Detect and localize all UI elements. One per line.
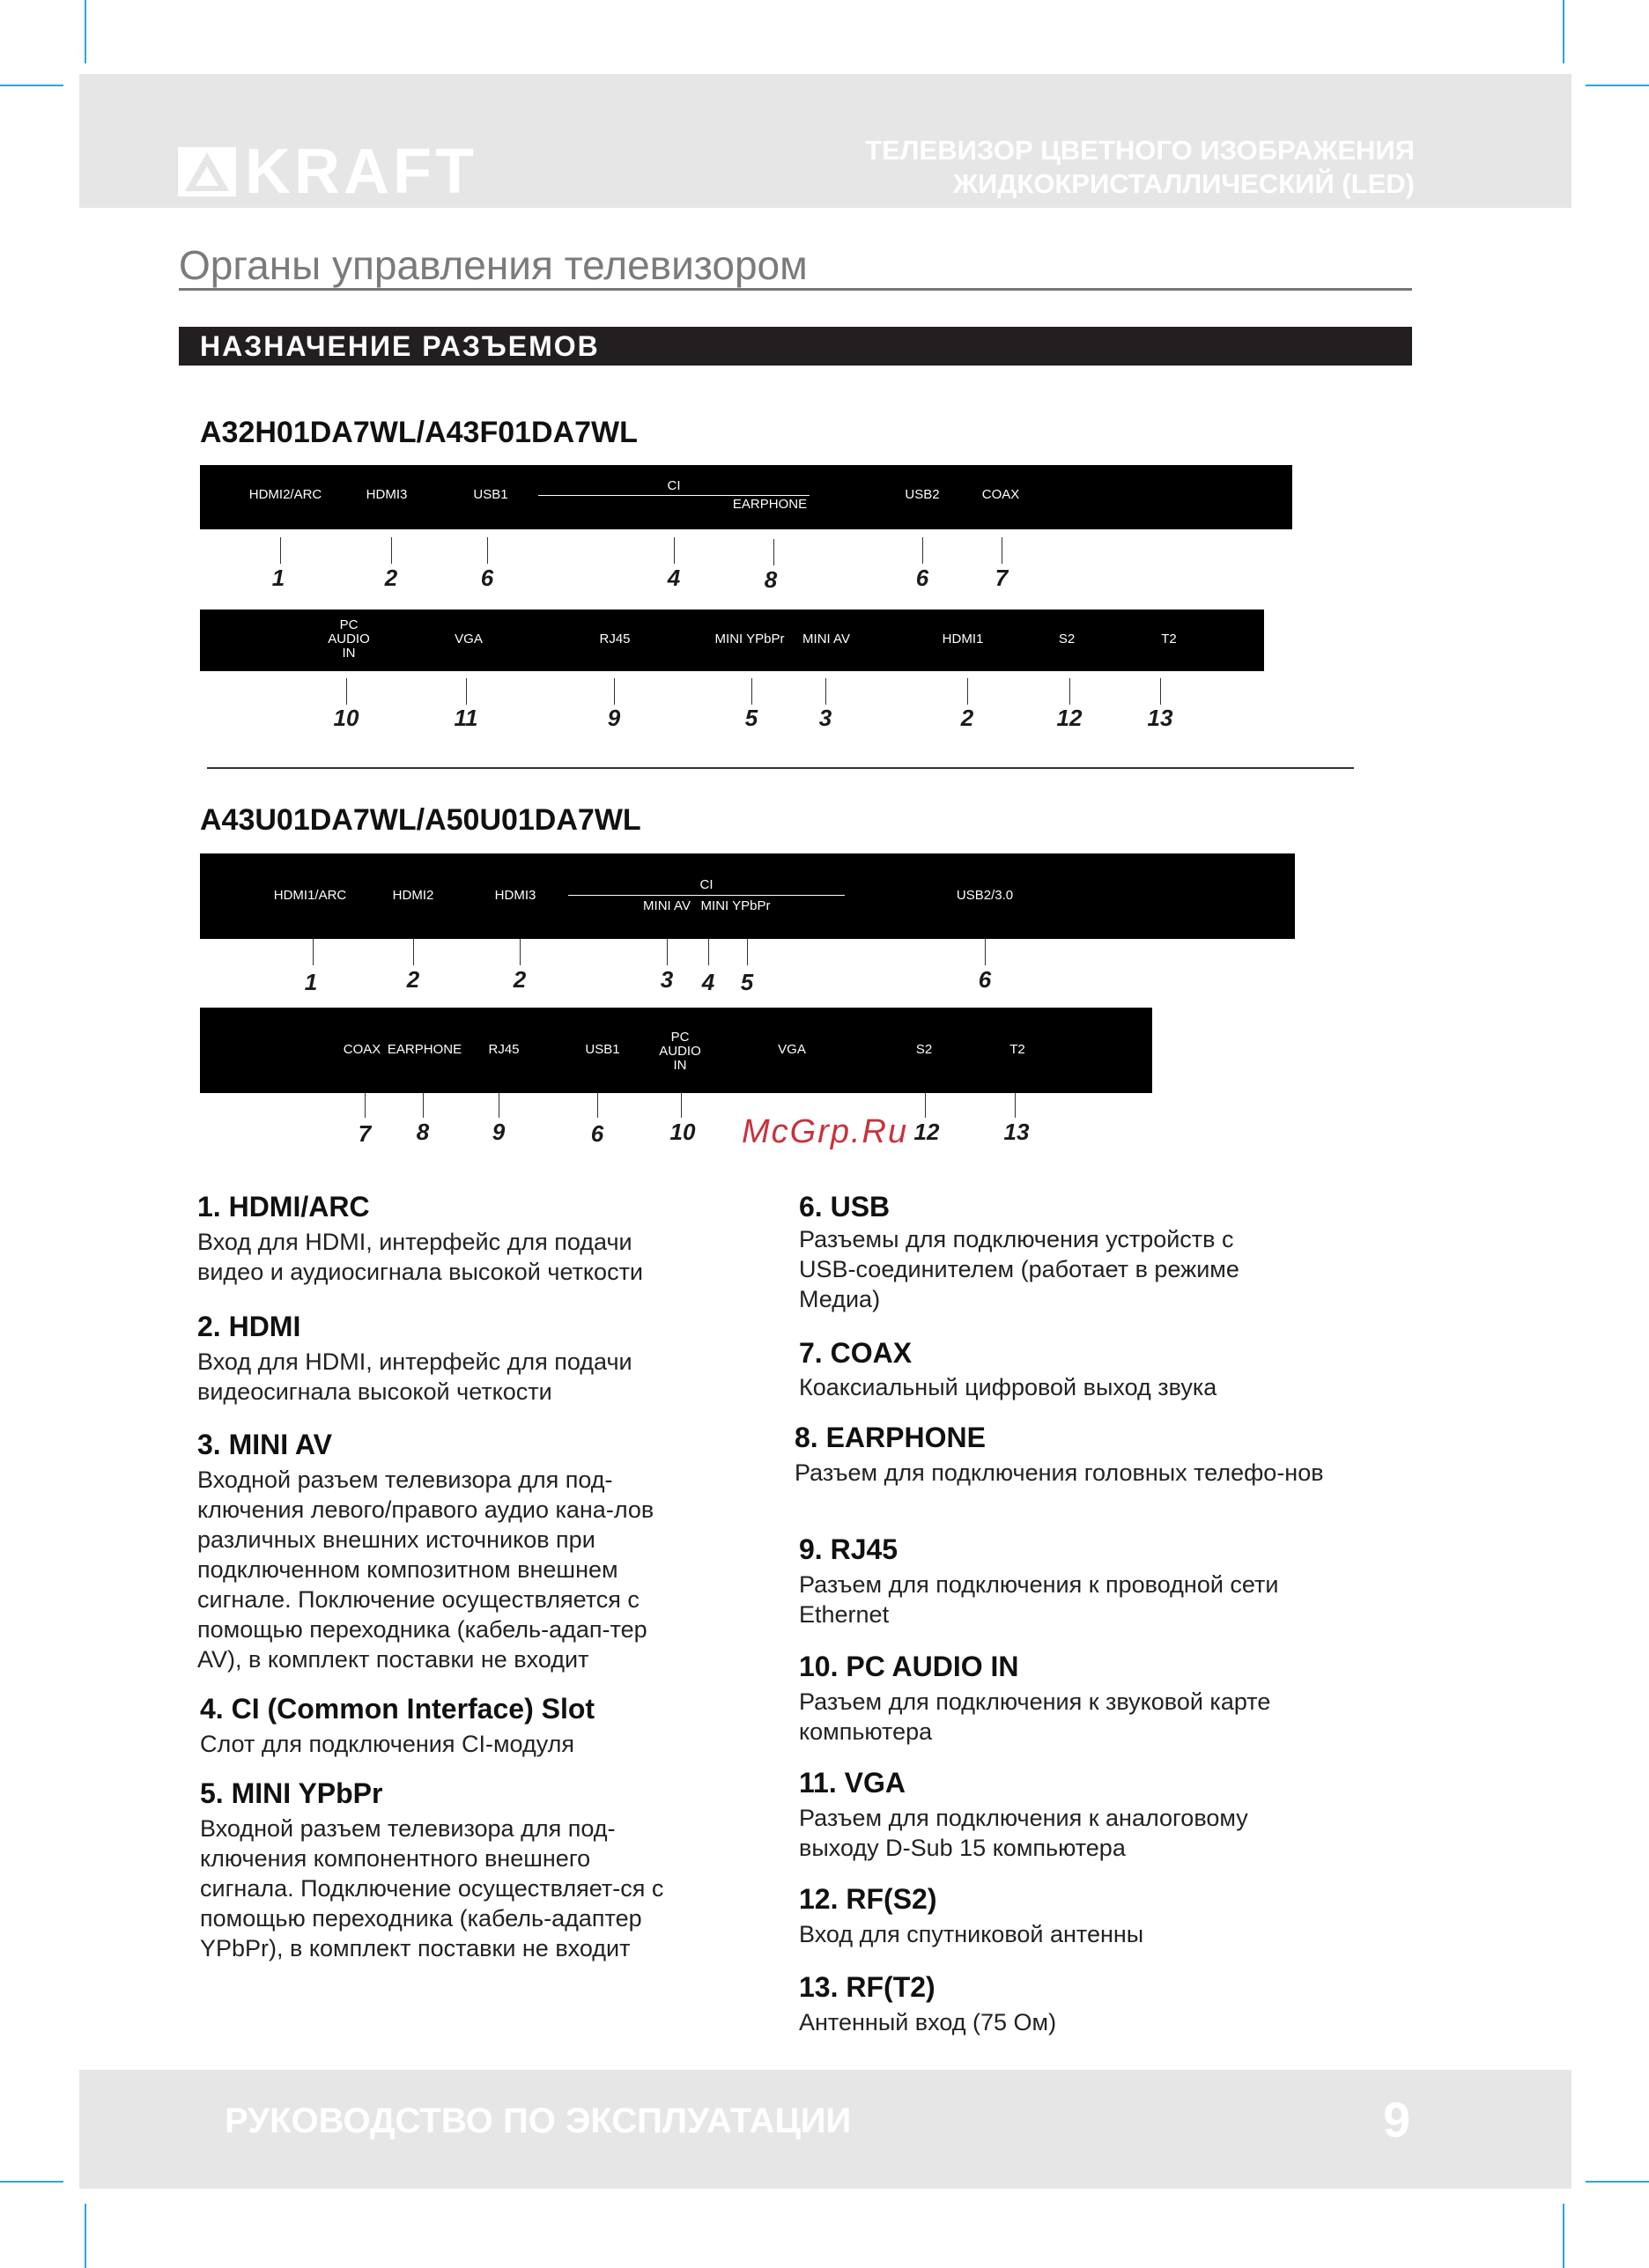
leader-line: [1160, 678, 1161, 705]
port-label: MINI YPbPr: [714, 632, 785, 646]
port-number: 2: [406, 966, 420, 993]
port-number: 4: [667, 565, 681, 591]
port-number: 4: [701, 969, 715, 995]
header-subtitle: [865, 134, 1415, 201]
header-band: [79, 74, 1571, 208]
leader-line: [423, 1093, 424, 1118]
page-title: Органы управления телевизором: [179, 242, 808, 288]
port-number: 5: [740, 969, 754, 995]
leader-line: [667, 939, 668, 965]
port-label: T2: [1009, 1042, 1025, 1057]
port-label: HDMI1/ARC: [273, 888, 347, 903]
port-label: COAX: [981, 487, 1020, 502]
section-bar: [179, 327, 1412, 366]
model2-name: A43U01DA7WL/A50U01DA7WL: [200, 803, 641, 837]
item-title: 1. HDMI/ARC: [197, 1191, 370, 1223]
port-label: USB2/3.0: [956, 888, 1014, 903]
item-desc: Разъем для подключения к аналоговому выходу D-Sub 15 компьютера: [799, 1805, 1248, 1861]
port-label: PC AUDIO IN: [659, 1030, 701, 1073]
item-desc: Входной разъем телевизора для под-ключения компонентного внешнего сигнала. Подключение осуществляет-ся с помощью переходника (кабель-адаптер YPbPr), в комплект поставки не входит: [200, 1815, 664, 1961]
leader-line: [466, 678, 467, 705]
kraft-logo-icon: [178, 147, 236, 196]
port-label: MINI AV: [802, 632, 850, 646]
header-subtitle-line2: ЖИДКОКРИСТАЛЛИЧЕСКИЙ (LED): [952, 168, 1415, 199]
port-number: 6: [590, 1120, 604, 1147]
port-number: 12: [1056, 705, 1083, 731]
model1-top-panel: [200, 465, 1292, 529]
port-label: RJ45: [488, 1042, 520, 1057]
port-number: 12: [913, 1119, 940, 1145]
port-label: HDMI2: [392, 888, 434, 903]
port-number: 7: [358, 1120, 372, 1147]
port-number: 3: [818, 705, 832, 731]
item-title: 3. MINI AV: [197, 1429, 332, 1460]
item-desc: Вход для HDMI, интерфейс для подачи видео и аудиосигнала высокой четкости: [197, 1229, 644, 1285]
port-number: 10: [669, 1119, 696, 1145]
port-number: 7: [995, 565, 1009, 591]
port-label: VGA: [778, 1042, 806, 1057]
leader-line: [674, 537, 675, 564]
port-number: 5: [744, 705, 758, 731]
port-label: CI: [699, 877, 714, 892]
port-number: 1: [271, 565, 285, 591]
port-label: EARPHONE: [387, 1042, 462, 1057]
leader-line: [365, 1093, 366, 1118]
leader-line: [708, 939, 709, 965]
port-number: 9: [492, 1119, 506, 1145]
leader-line: [747, 939, 748, 965]
crop-mark: [0, 85, 63, 86]
port-label: MINI YPbPr: [700, 898, 771, 913]
item-title: 2. HDMI: [197, 1311, 301, 1342]
item-desc: Разъем для подключения к проводной сети Ethernet: [799, 1571, 1279, 1628]
port-label: HDMI2/ARC: [248, 487, 322, 502]
leader-line: [751, 678, 752, 705]
crop-mark: [85, 0, 86, 63]
port-number: 9: [607, 705, 621, 731]
model1-name: A32H01DA7WL/A43F01DA7WL: [200, 416, 638, 449]
item-desc: Вход для HDMI, интерфейс для подачи видеосигнала высокой четкости: [197, 1348, 632, 1405]
model2-bottom-panel: [200, 1008, 1152, 1093]
item-title: 11. VGA: [799, 1767, 906, 1799]
port-label: S2: [1058, 632, 1076, 646]
port-number: 6: [978, 966, 992, 993]
model1-bottom-panel: [200, 609, 1264, 671]
item-title: 6. USB: [799, 1191, 891, 1223]
footer-title: РУКОВОДСТВО ПО ЭКСПЛУАТАЦИИ: [225, 2102, 852, 2140]
leader-line: [985, 939, 986, 965]
port-label: HDMI1: [942, 632, 984, 646]
port-number: 10: [333, 705, 359, 731]
watermark: McGrp.Ru: [742, 1113, 909, 1150]
brand-name: KRAFT: [245, 137, 477, 207]
item-desc: Вход для спутниковой антенны: [799, 1921, 1144, 1947]
item-title: 5. MINI YPbPr: [200, 1777, 383, 1809]
crop-mark: [1563, 2204, 1564, 2268]
port-label: PC AUDIO IN: [328, 617, 370, 661]
item-desc: Входной разъем телевизора для под-ключения левого/правого аудио кана-лов различных внешних источников при подключенном композитном внешнем сигнале. Поключение осуществляется с помощью переходника (кабель-адап-тер AV), в комплект поставки не входит: [197, 1466, 654, 1673]
crop-mark: [0, 2181, 63, 2183]
crop-mark: [1586, 85, 1649, 86]
leader-line: [1069, 678, 1070, 705]
port-number: 11: [454, 705, 478, 731]
port-label: VGA: [455, 632, 483, 646]
title-rule: [179, 288, 1412, 291]
port-number: 1: [304, 969, 318, 995]
leader-line: [773, 539, 774, 565]
item-title: 13. RF(T2): [799, 1971, 935, 2003]
port-label: T2: [1161, 632, 1177, 646]
port-number: 13: [1147, 705, 1173, 731]
port-number: 3: [660, 966, 674, 993]
port-label: CI: [667, 478, 681, 493]
brand-logo: [178, 136, 477, 208]
leader-line: [614, 678, 615, 705]
crop-mark: [85, 2204, 86, 2268]
port-label: RJ45: [599, 632, 631, 646]
port-number: 8: [416, 1119, 430, 1145]
leader-line: [313, 939, 314, 965]
leader-line: [825, 678, 826, 705]
leader-line: [597, 1093, 598, 1118]
port-label: COAX: [343, 1042, 381, 1057]
leader-line: [413, 939, 414, 965]
leader-line: [391, 537, 392, 564]
port-number: 2: [960, 705, 974, 731]
item-title: 9. RJ45: [799, 1533, 898, 1565]
model-divider: [207, 767, 1354, 769]
port-label: HDMI3: [494, 888, 536, 903]
port-number: 6: [915, 565, 929, 591]
item-title: 7. COAX: [799, 1337, 913, 1369]
crop-mark: [1586, 2181, 1649, 2183]
leader-line: [967, 678, 968, 705]
port-number: 13: [1003, 1119, 1030, 1145]
header-subtitle-line1: ТЕЛЕВИЗОР ЦВЕТНОГО ИЗОБРАЖЕНИЯ: [865, 135, 1415, 166]
item-title: 10. PC AUDIO IN: [799, 1651, 1019, 1682]
leader-line: [520, 939, 521, 965]
item-desc: Разъем для подключения головных телефо-нов: [795, 1459, 1324, 1486]
port-label: USB1: [473, 487, 508, 502]
leader-line: [922, 537, 923, 564]
page-number: 9: [1383, 2092, 1411, 2147]
item-title: 4. CI (Common Interface) Slot: [200, 1693, 595, 1725]
port-label: USB1: [585, 1042, 620, 1057]
leader-line: [487, 537, 488, 564]
item-desc: Слот для подключения CI-модуля: [200, 1731, 575, 1757]
port-number: 2: [384, 565, 398, 591]
leader-line: [925, 1093, 926, 1118]
item-desc: Антенный вход (75 Ом): [799, 2009, 1057, 2035]
port-number: 6: [480, 565, 494, 591]
leader-line: [346, 678, 347, 705]
section-bar-label: НАЗНАЧЕНИЕ РАЗЪЕМОВ: [200, 330, 600, 362]
port-label: HDMI3: [366, 487, 408, 502]
model2-top-panel: [200, 853, 1295, 939]
crop-mark: [1563, 0, 1564, 63]
port-label: MINI AV: [643, 898, 691, 913]
leader-line: [1015, 1093, 1016, 1118]
item-desc: Коаксиальный цифровой выход звука: [799, 1374, 1217, 1400]
leader-line: [681, 1093, 682, 1118]
item-title: 8. EARPHONE: [795, 1422, 986, 1453]
leader-line: [280, 537, 281, 564]
port-number: 2: [513, 966, 527, 993]
item-desc: Разъемы для подключения устройств с USB-соединителем (работает в режиме Медиа): [799, 1226, 1239, 1312]
item-title: 12. RF(S2): [799, 1883, 937, 1915]
port-number: 8: [764, 566, 778, 593]
ci-slot-line: [568, 895, 845, 896]
ci-slot-line: [538, 495, 810, 496]
port-label: EARPHONE: [732, 497, 808, 512]
item-desc: Разъем для подключения к звуковой карте компьютера: [799, 1688, 1271, 1745]
port-label: S2: [915, 1042, 933, 1057]
port-label: USB2: [905, 487, 940, 502]
